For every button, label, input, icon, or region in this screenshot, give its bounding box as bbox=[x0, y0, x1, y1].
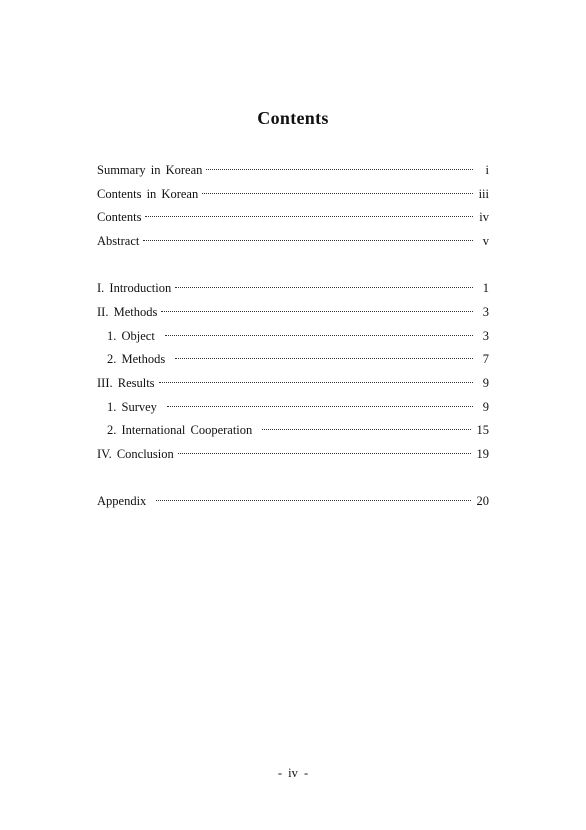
toc-entry-label: Abstract bbox=[97, 234, 140, 248]
toc-entry-label: 1. Survey bbox=[107, 400, 157, 414]
toc-entry-page: iii bbox=[478, 187, 489, 201]
toc-entry-label: III. Results bbox=[97, 376, 155, 390]
toc-entry-page: 3 bbox=[482, 305, 489, 319]
toc-entry-label: I. Introduction bbox=[97, 281, 172, 295]
dot-leader bbox=[159, 382, 473, 383]
dot-leader bbox=[143, 240, 473, 241]
toc-entry-label: 2. International Cooperation bbox=[107, 423, 253, 437]
toc-entry-label: II. Methods bbox=[97, 305, 158, 319]
toc-entry-label: Contents in Korean bbox=[97, 187, 199, 201]
toc-entry-label: Contents bbox=[97, 210, 142, 224]
toc-entry-label: 1. Object bbox=[107, 329, 155, 343]
toc-entry-page: 3 bbox=[482, 329, 489, 343]
toc-entry-introduction bbox=[97, 279, 489, 297]
toc-entry-page: v bbox=[482, 234, 489, 248]
toc-entry-contents bbox=[97, 208, 489, 226]
toc-entry-label: Appendix bbox=[97, 494, 147, 508]
toc-entry-international-cooperation bbox=[97, 421, 489, 439]
toc-entry-object bbox=[97, 327, 489, 345]
toc-entry-summary-in-korean bbox=[97, 161, 489, 179]
dot-leader bbox=[161, 311, 473, 312]
page-number-footer: - iv - bbox=[277, 766, 309, 780]
toc-entry-page: 15 bbox=[476, 423, 489, 437]
dot-leader bbox=[202, 193, 472, 194]
toc-entry-page: 19 bbox=[476, 447, 489, 461]
toc-entry-page: 9 bbox=[482, 376, 489, 390]
toc-entry-page: 7 bbox=[482, 352, 489, 366]
toc-entry-label: IV. Conclusion bbox=[97, 447, 174, 461]
dot-leader bbox=[175, 358, 473, 359]
dot-leader bbox=[178, 453, 471, 454]
toc-entry-page: iv bbox=[479, 210, 489, 224]
toc-entry-page: 20 bbox=[476, 494, 489, 508]
toc-entry-contents-in-korean bbox=[97, 185, 489, 203]
toc-entry-methods-sub bbox=[97, 350, 489, 368]
toc-entry-page: i bbox=[485, 163, 489, 177]
dot-leader bbox=[262, 429, 470, 430]
page-title: Contents bbox=[257, 108, 329, 128]
toc-entry-conclusion bbox=[97, 445, 489, 463]
toc-entry-label: Summary in Korean bbox=[97, 163, 203, 177]
dot-leader bbox=[156, 500, 470, 501]
toc-entry-label: 2. Methods bbox=[107, 352, 166, 366]
dot-leader bbox=[167, 406, 473, 407]
dot-leader bbox=[175, 287, 473, 288]
toc-entry-page: 9 bbox=[482, 400, 489, 414]
toc-entry-page: 1 bbox=[482, 281, 489, 295]
toc-entry-results bbox=[97, 374, 489, 392]
toc-entry-methods bbox=[97, 303, 489, 321]
dot-leader bbox=[145, 216, 473, 217]
toc-entry-survey bbox=[97, 398, 489, 416]
dot-leader bbox=[206, 169, 473, 170]
toc-entry-abstract bbox=[97, 232, 489, 250]
toc-entry-appendix bbox=[97, 492, 489, 510]
dot-leader bbox=[165, 335, 473, 336]
